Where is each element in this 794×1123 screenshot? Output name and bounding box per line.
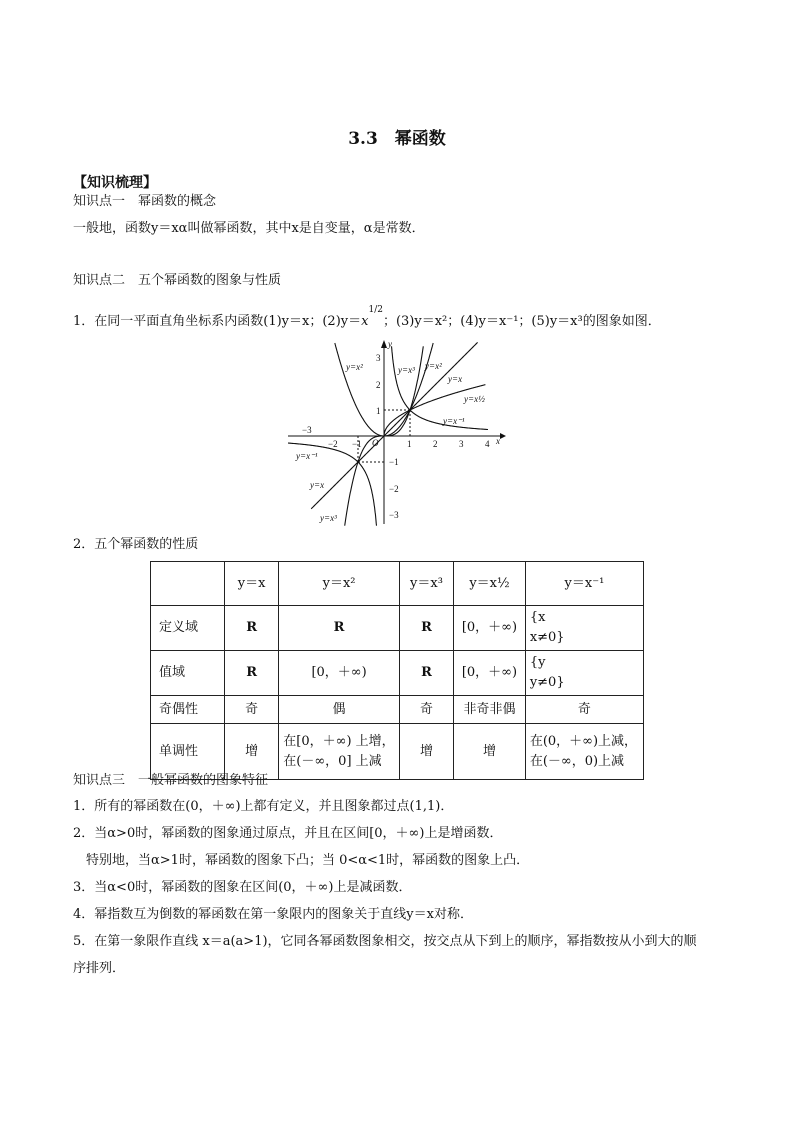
k3-line-4: 3．当α<0时，幂函数的图象在区间(0，＋∞)上是减函数． (73, 880, 412, 895)
ytick-neg3: −3 (389, 510, 399, 520)
xtick-2: 2 (433, 439, 438, 449)
table-cell: 增 (454, 724, 526, 780)
graph-label-xinv-right: y=x⁻¹ (443, 416, 465, 426)
table-cell: R (279, 606, 400, 651)
table-cell: 单调性 (151, 724, 225, 780)
table-cell: 奇 (225, 696, 279, 724)
k3-line-1: 1．所有的幂函数在(0，＋∞)上都有定义，并且图象都过点(1,1)． (73, 799, 454, 814)
table-header-cell: y＝x⁻¹ (525, 562, 643, 606)
table-row (151, 606, 644, 651)
graph-label-x2-right: y=x² (425, 361, 442, 371)
ytick-3: 3 (376, 353, 381, 363)
k2-item1 (73, 304, 661, 331)
ytick-2: 2 (376, 380, 381, 390)
origin-label: O (372, 438, 379, 448)
table-cell: 值域 (151, 651, 225, 696)
page-title: 3.3 幂函数 (348, 129, 446, 149)
table-row (151, 651, 644, 696)
table-cell: 奇偶性 (151, 696, 225, 724)
k3-heading: 知识点三 一般幂函数的图象特征 (73, 773, 269, 788)
xtick-neg1: −1 (352, 439, 362, 449)
table-cell: R (399, 651, 453, 696)
graph-label-x: y=x (448, 374, 463, 384)
k2-item2: 2．五个幂函数的性质 (73, 537, 199, 552)
graph-label-xinv-left: y=x⁻¹ (296, 451, 318, 461)
table-header-cell: y＝x² (279, 562, 400, 606)
k2-heading: 知识点二 五个幂函数的图象与性质 (73, 273, 282, 288)
table-cell: [0，＋∞) (279, 651, 400, 696)
table-header-cell: y＝x½ (454, 562, 526, 606)
k1-heading: 知识点一 幂函数的概念 (73, 194, 217, 209)
table-cell: {x x≠0} (525, 606, 643, 651)
table-cell: 增 (399, 724, 453, 780)
xtick-neg2: −2 (328, 439, 338, 449)
table-header-cell: y＝x (225, 562, 279, 606)
graph-label-x3: y=x³ (398, 365, 415, 375)
table-cell: R (225, 606, 279, 651)
table-header-cell: y＝x³ (399, 562, 453, 606)
graph-label-x2-left: y=x² (346, 362, 363, 372)
k3-line-2: 2．当α>0时，幂函数的图象通过原点，并且在区间[0，＋∞)上是增函数． (73, 826, 503, 841)
k2-item1-post: ；(3)y＝x²；(4)y＝x⁻¹；(5)y＝x³的图象如图． (382, 314, 661, 329)
xtick-1: 1 (407, 439, 412, 449)
table-header-row (151, 562, 644, 606)
table-cell: 奇 (399, 696, 453, 724)
xtick-neg3: −3 (302, 425, 312, 435)
table-cell: 偶 (279, 696, 400, 724)
ytick-1: 1 (376, 406, 381, 416)
graph-label-x-left: y=x (310, 480, 325, 490)
section-heading: 【知识梳理】 (73, 175, 157, 191)
table-cell: 增 (225, 724, 279, 780)
k2-item1-x: x (361, 314, 369, 329)
xtick-3: 3 (459, 439, 464, 449)
table-cell: 定义域 (151, 606, 225, 651)
table-cell: 在(0，＋∞)上减， 在(－∞，0)上减 (525, 724, 643, 780)
table-header-cell (151, 562, 225, 606)
k2-item1-pre: 1．在同一平面直角坐标系内函数(1)y＝x；(2)y＝ (73, 314, 362, 329)
ytick-neg1: −1 (389, 457, 399, 467)
table-cell: {y y≠0} (525, 651, 643, 696)
k3-line-7: 序排列． (73, 961, 126, 976)
axis-y-label: y (388, 339, 392, 349)
k3-line-5: 4．幂指数互为倒数的幂函数在第一象限内的图象关于直线y＝x对称． (73, 907, 473, 922)
k3-line-6: 5．在第一象限作直线 x＝a(a>1)，它同各幂函数图象相交，按交点从下到上的顺序，幂指数按从小到大的顺 (73, 934, 697, 949)
table-cell: 奇 (525, 696, 643, 724)
table-cell: 在[0，＋∞) 上增， 在(－∞，0] 上减 (279, 724, 400, 780)
table-cell: R (225, 651, 279, 696)
k2-item1-half: 1/2 (368, 304, 383, 315)
table-row (151, 696, 644, 724)
graph-label-xhalf: y=x½ (464, 394, 485, 404)
power-function-graph (288, 336, 508, 526)
graph-label-x3-left: y=x³ (320, 513, 337, 523)
xtick-4: 4 (485, 439, 490, 449)
table-cell: [0，＋∞) (454, 651, 526, 696)
k3-line-3: 特别地，当α>1时，幂函数的图象下凸；当 0<α<1时，幂函数的图象上凸． (86, 853, 530, 868)
table-cell: [0，＋∞) (454, 606, 526, 651)
ytick-neg2: −2 (389, 484, 399, 494)
table-cell: R (399, 606, 453, 651)
table-cell: 非奇非偶 (454, 696, 526, 724)
properties-table (150, 561, 644, 780)
axis-x-label: x (496, 436, 500, 446)
k1-body: 一般地，函数y＝xα叫做幂函数，其中x是自变量，α是常数． (73, 221, 425, 236)
